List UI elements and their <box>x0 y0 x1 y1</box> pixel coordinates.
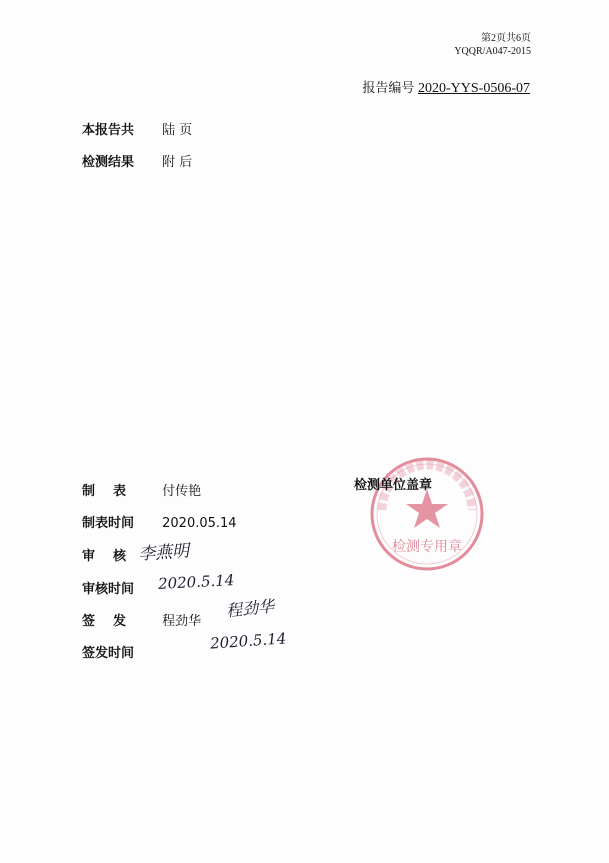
inspection-seal <box>362 455 492 573</box>
maker-label: 制表 <box>82 484 145 499</box>
make-time-value: 2020.05.14 <box>162 516 237 531</box>
make-time-label: 制表时间 <box>82 516 135 531</box>
issuer-value: 程劲华 <box>162 614 202 629</box>
make-time-row <box>82 512 237 531</box>
result-row <box>82 151 192 170</box>
reviewer-row <box>82 545 145 564</box>
seal-inner-text: 检测专用章 <box>392 539 462 555</box>
issue-time-row <box>82 642 158 661</box>
pages-label: 本报告共 <box>82 123 135 138</box>
pages-row <box>82 119 192 138</box>
issue-time-handwritten: 2020.5.14 <box>209 629 287 653</box>
issuer-signature: 程劲华 <box>225 596 275 621</box>
pages-value: 陆 页 <box>162 123 193 138</box>
reviewer-label: 审核 <box>82 549 145 564</box>
maker-row <box>82 480 201 499</box>
reviewer-signature: 李燕明 <box>137 541 190 565</box>
report-number <box>362 77 530 97</box>
doc-code: YQQR/A047-2015 <box>454 46 531 57</box>
report-number-value: 2020-YYS-0506-07 <box>418 81 530 96</box>
report-number-label: 报告编号 <box>362 80 415 95</box>
result-value: 附 后 <box>162 155 193 170</box>
review-time-label: 审核时间 <box>82 582 135 597</box>
issuer-row <box>82 610 201 629</box>
issue-time-label: 签发时间 <box>82 646 135 661</box>
seal-star-icon <box>406 489 448 528</box>
result-label: 检测结果 <box>82 155 135 170</box>
issuer-label: 签发 <box>82 614 145 629</box>
page-info: 第2页共6页 <box>481 33 531 44</box>
review-time-handwritten: 2020.5.14 <box>157 571 235 593</box>
stamp-title: 检测单位盖章 <box>354 478 433 493</box>
maker-value: 付传艳 <box>162 484 202 499</box>
review-time-row <box>82 578 158 597</box>
